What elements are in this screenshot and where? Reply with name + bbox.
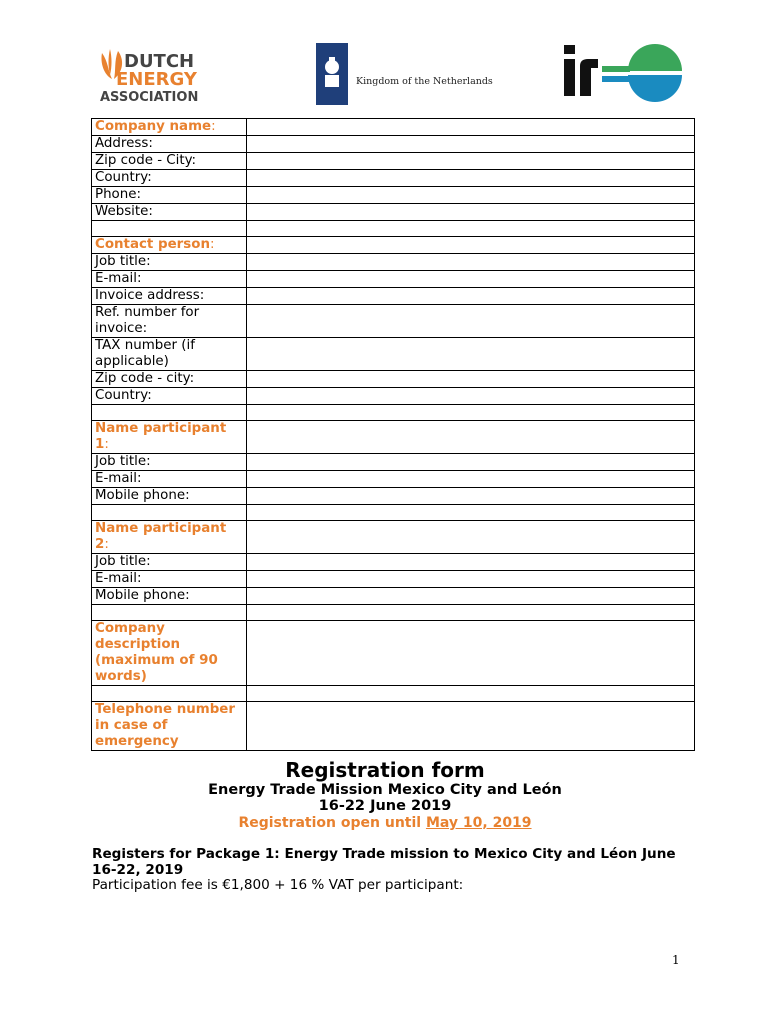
page-number: 1 xyxy=(672,953,680,967)
label-company-name: Company name xyxy=(95,119,212,134)
colon: : xyxy=(104,437,109,452)
label-invoice-country: Country: xyxy=(92,388,247,405)
field-p2-email[interactable] xyxy=(247,571,695,588)
field-contact-email[interactable] xyxy=(247,271,695,288)
label-phone: Phone: xyxy=(92,187,247,204)
label-contact-job-title: Job title: xyxy=(92,254,247,271)
field-p1-mobile[interactable] xyxy=(247,488,695,505)
spacer-cell xyxy=(247,505,695,521)
label-company-description: Company description (maximum of 90 words) xyxy=(92,621,247,686)
label-p2-email: E-mail: xyxy=(92,571,247,588)
label-invoice-zip-city: Zip code - city: xyxy=(92,371,247,388)
label-participant-1: Name participant 1 xyxy=(95,421,227,452)
logo-text-dutch: DUTCH xyxy=(124,51,195,72)
package-registration: Registers for Package 1: Energy Trade mission to Mexico City and Léon June 16-22, 2019 xyxy=(92,846,676,878)
spacer-cell xyxy=(92,686,247,702)
participation-fee: Participation fee is €1,800 + 16 % VAT per participant: xyxy=(92,877,464,893)
label-website: Website: xyxy=(92,204,247,221)
dutch-energy-association-logo xyxy=(98,47,224,103)
label-p2-job-title: Job title: xyxy=(92,554,247,571)
field-ref-number[interactable] xyxy=(247,305,695,338)
label-contact-email: E-mail: xyxy=(92,271,247,288)
mission-dates: 16-22 June 2019 xyxy=(318,798,452,814)
row-company-name xyxy=(92,119,695,136)
colon: : xyxy=(211,119,216,134)
label-zip-city: Zip code - City: xyxy=(92,153,247,170)
spacer-cell xyxy=(92,605,247,621)
field-invoice-zip-city[interactable] xyxy=(247,371,695,388)
field-participant-2[interactable] xyxy=(247,521,695,554)
field-p2-job-title[interactable] xyxy=(247,554,695,571)
field-emergency-phone[interactable] xyxy=(247,702,695,751)
colon: : xyxy=(209,237,215,252)
label-country: Country: xyxy=(92,170,247,187)
spacer-cell xyxy=(247,221,695,237)
field-phone[interactable] xyxy=(247,187,695,204)
logo-text-association: ASSOCIATION xyxy=(100,90,199,105)
spacer-cell xyxy=(92,405,247,421)
label-address: Address: xyxy=(92,136,247,153)
label-tax-number: TAX number (if applicable) xyxy=(92,338,247,371)
spacer-cell xyxy=(247,686,695,702)
spacer-cell xyxy=(92,505,247,521)
field-p2-mobile[interactable] xyxy=(247,588,695,605)
field-p1-job-title[interactable] xyxy=(247,454,695,471)
field-company-name[interactable] xyxy=(247,119,695,136)
label-ref-number: Ref. number for invoice: xyxy=(92,305,247,338)
field-contact-person[interactable] xyxy=(247,237,695,254)
logo-text-kingdom: Kingdom of the Netherlands xyxy=(356,76,493,87)
registration-form-table xyxy=(91,118,695,751)
spacer-cell xyxy=(247,605,695,621)
label-contact-person: Contact person xyxy=(95,237,210,252)
field-website[interactable] xyxy=(247,204,695,221)
field-contact-job-title[interactable] xyxy=(247,254,695,271)
logo-text-energy: ENERGY xyxy=(116,69,197,90)
label-p1-email: E-mail: xyxy=(92,471,247,488)
label-emergency-phone: Telephone number in case of emergency xyxy=(92,702,247,751)
label-p2-mobile: Mobile phone: xyxy=(92,588,247,605)
page-subtitle: Energy Trade Mission Mexico City and León xyxy=(208,782,562,798)
logo-text-iro: iRO xyxy=(562,44,564,45)
field-country[interactable] xyxy=(247,170,695,187)
page-title: Registration form xyxy=(285,758,485,782)
field-tax-number[interactable] xyxy=(247,338,695,371)
kingdom-netherlands-logo xyxy=(316,43,493,105)
field-address[interactable] xyxy=(247,136,695,153)
label-invoice-address: Invoice address: xyxy=(92,288,247,305)
label-participant-2: Name participant 2 xyxy=(95,521,227,552)
field-participant-1[interactable] xyxy=(247,421,695,454)
spacer-cell xyxy=(247,405,695,421)
spacer-cell xyxy=(92,221,247,237)
field-company-description[interactable] xyxy=(247,621,695,686)
field-invoice-address[interactable] xyxy=(247,288,695,305)
registration-deadline-date: May 10, 2019 xyxy=(425,815,532,831)
field-zip-city[interactable] xyxy=(247,153,695,170)
iro-logo xyxy=(562,44,686,98)
field-p1-email[interactable] xyxy=(247,471,695,488)
colon: : xyxy=(104,537,109,552)
registration-deadline xyxy=(0,815,770,831)
label-p1-mobile: Mobile phone: xyxy=(92,488,247,505)
field-invoice-country[interactable] xyxy=(247,388,695,405)
label-p1-job-title: Job title: xyxy=(92,454,247,471)
registration-deadline-prefix: Registration open until xyxy=(238,815,426,831)
